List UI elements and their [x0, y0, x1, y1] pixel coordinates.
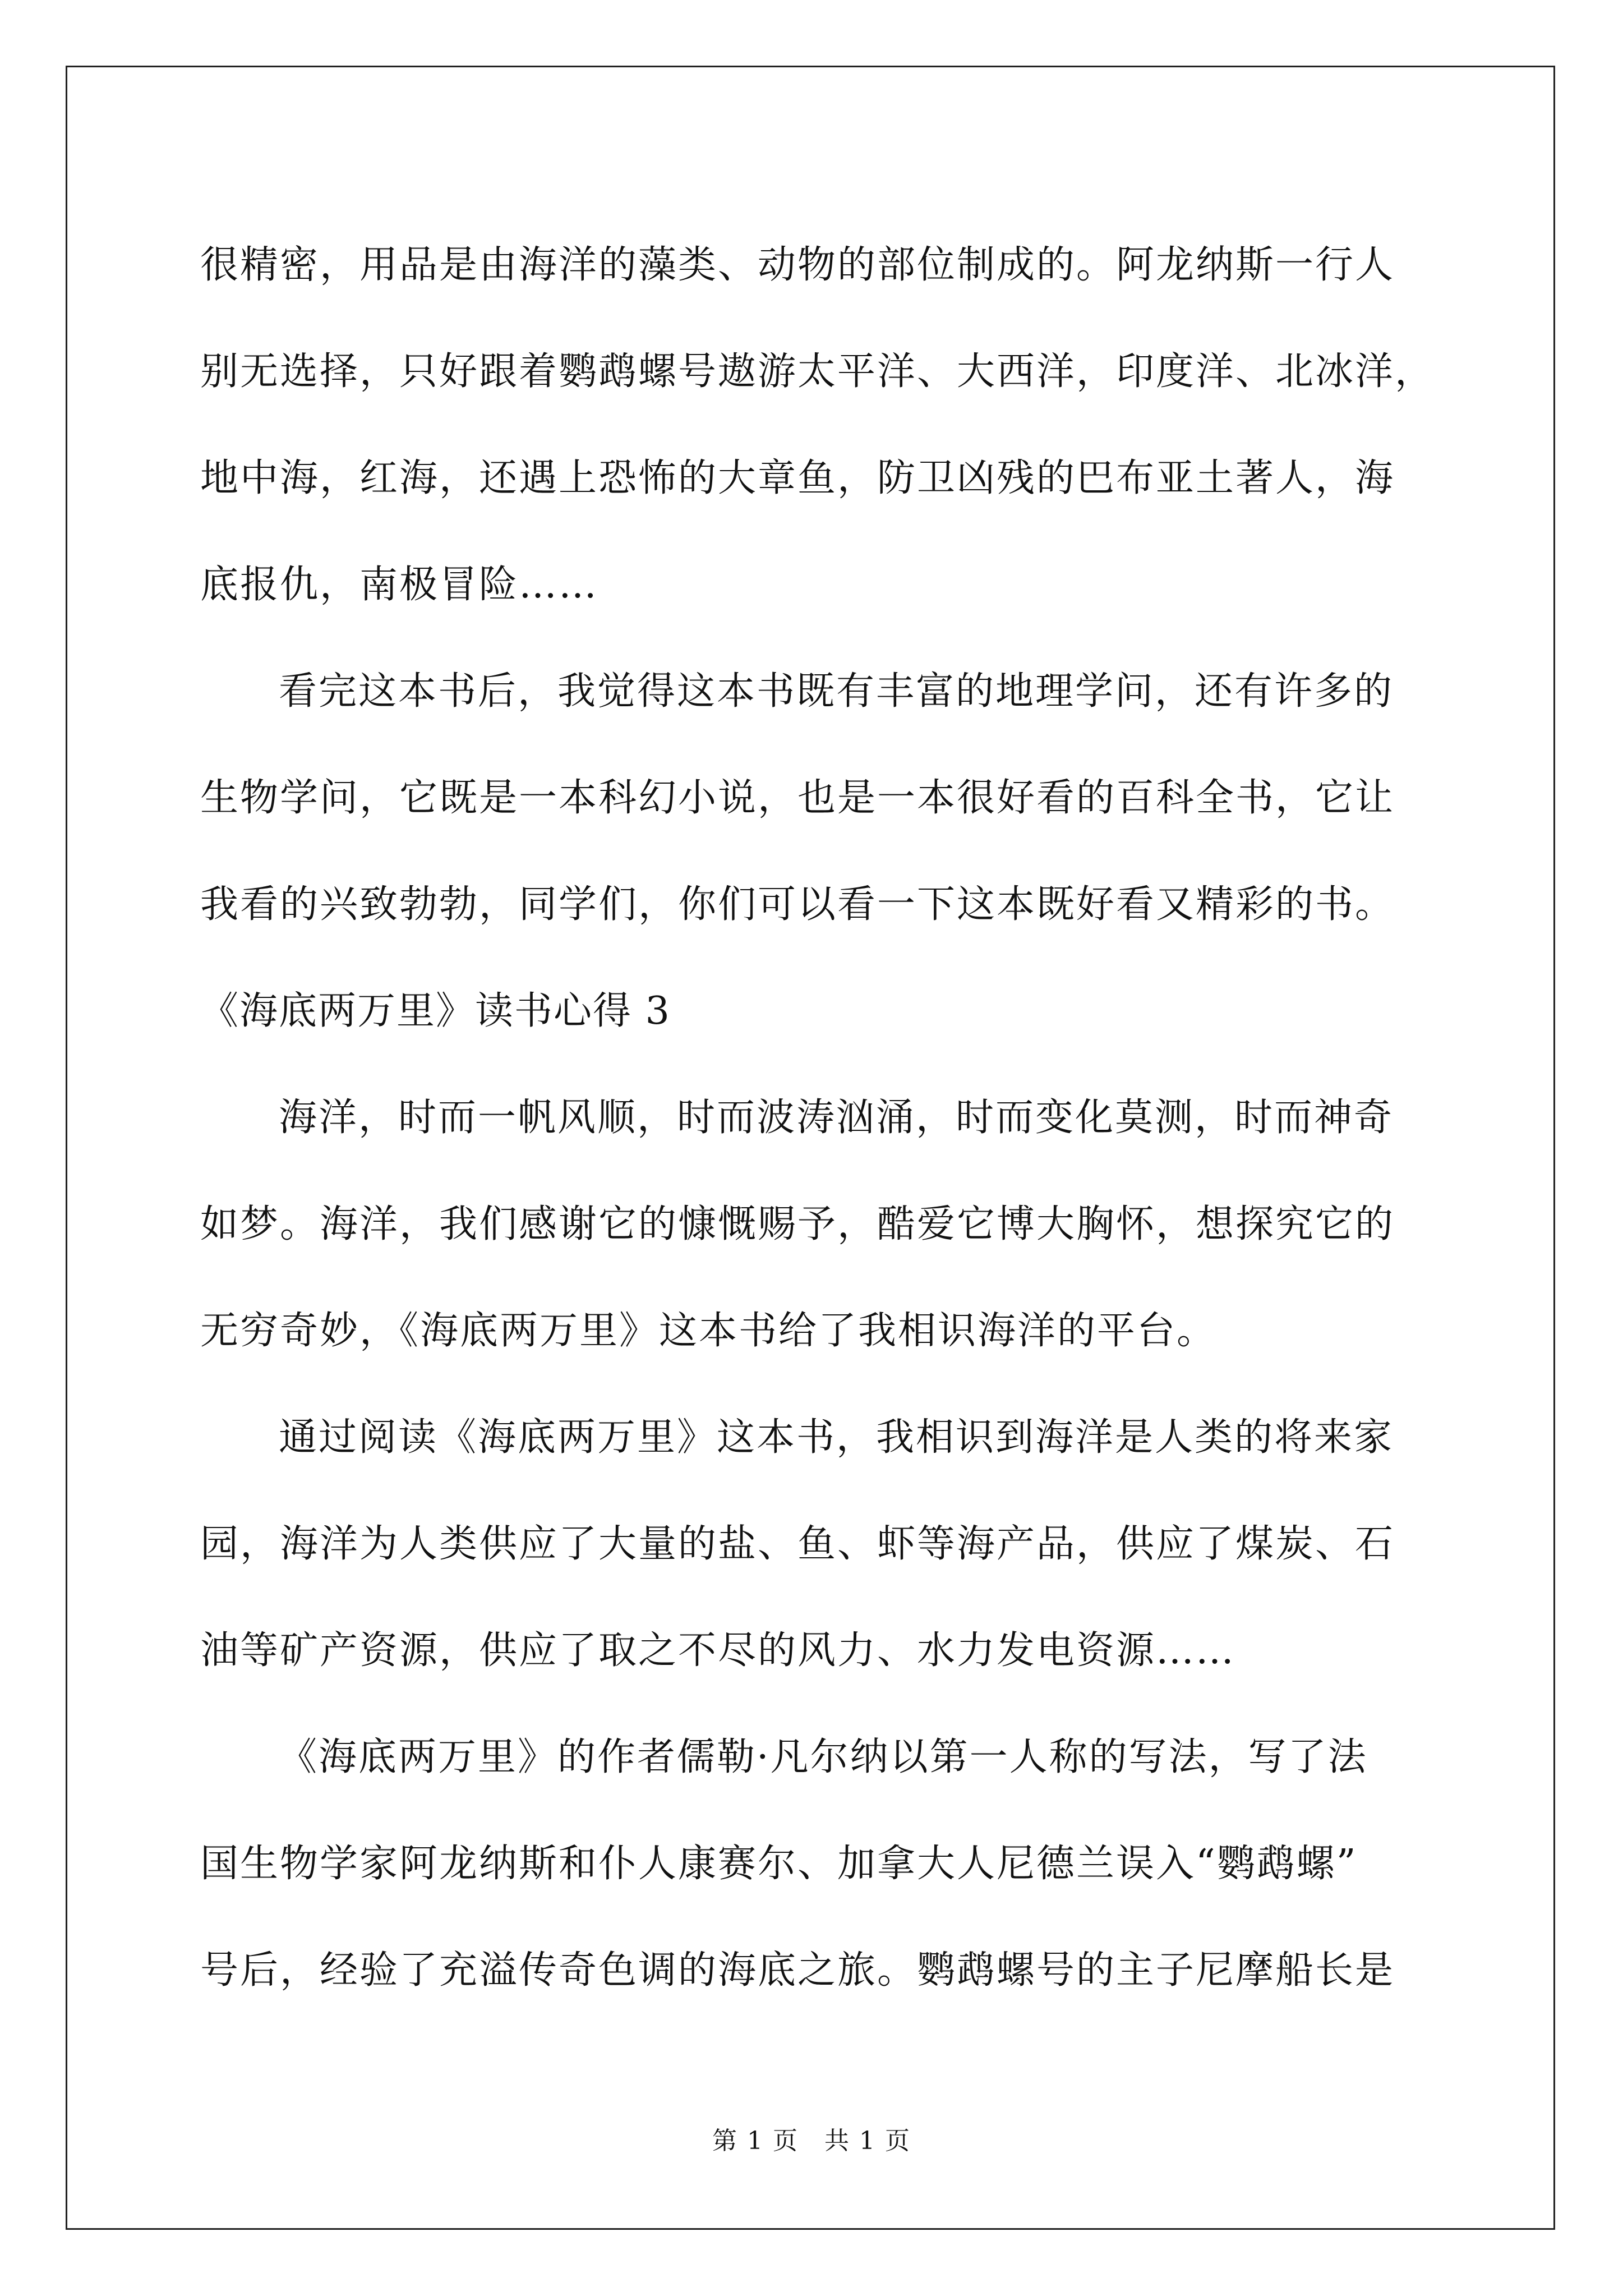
text-line-17: 号后，经验了充溢传奇色调的海底之旅。鹦鹉螺号的主子尼摩船长是: [200, 1948, 1395, 1993]
text-line-4: 底报仇，南极冒险……: [200, 563, 599, 607]
section-heading: 《海底两万里》读书心得 3: [200, 989, 671, 1033]
text-line-11: 无穷奇妙，《海底两万里》这本书给了我相识海洋的平台。: [200, 1309, 1217, 1353]
text-line-15: 《海底两万里》的作者儒勒·凡尔纳以第一人称的写法，写了法: [279, 1735, 1368, 1779]
text-line-2: 别无选择，只好跟着鹦鹉螺号遨游太平洋、大西洋，印度洋、北冰洋，: [200, 349, 1435, 394]
text-line-1: 很精密，用品是由海洋的藻类、动物的部位制成的。阿龙纳斯一行人: [200, 243, 1395, 287]
text-line-10: 如梦。海洋，我们感谢它的慷慨赐予，酷爱它博大胸怀，想探究它的: [200, 1202, 1395, 1246]
text-line-14: 油等矿产资源，供应了取之不尽的风力、水力发电资源……: [200, 1628, 1236, 1673]
document-body: [200, 212, 1434, 2024]
page-footer: [0, 2120, 1623, 2156]
text-line-9: 海洋，时而一帆风顺，时而波涛汹涌，时而变化莫测，时而神奇: [279, 1096, 1394, 1140]
text-line-3: 地中海，红海，还遇上恐怖的大章鱼，防卫凶残的巴布亚土著人，海: [200, 456, 1395, 500]
text-line-6: 生物学问，它既是一本科幻小说，也是一本很好看的百科全书，它让: [200, 776, 1395, 820]
text-line-7: 我看的兴致勃勃，同学们，你们可以看一下这本既好看又精彩的书。: [200, 882, 1395, 927]
text-line-5: 看完这本书后，我觉得这本书既有丰富的地理学问，还有许多的: [279, 669, 1394, 714]
text-line-12: 通过阅读《海底两万里》这本书，我相识到海洋是人类的将来家: [279, 1415, 1394, 1460]
page-number-label: 第 1 页 共 1 页: [712, 2127, 911, 2155]
text-line-13: 园，海洋为人类供应了大量的盐、鱼、虾等海产品，供应了煤炭、石: [200, 1522, 1395, 1566]
text-line-16: 国生物学家阿龙纳斯和仆人康赛尔、加拿大人尼德兰误入“鹦鹉螺”: [200, 1842, 1358, 1886]
